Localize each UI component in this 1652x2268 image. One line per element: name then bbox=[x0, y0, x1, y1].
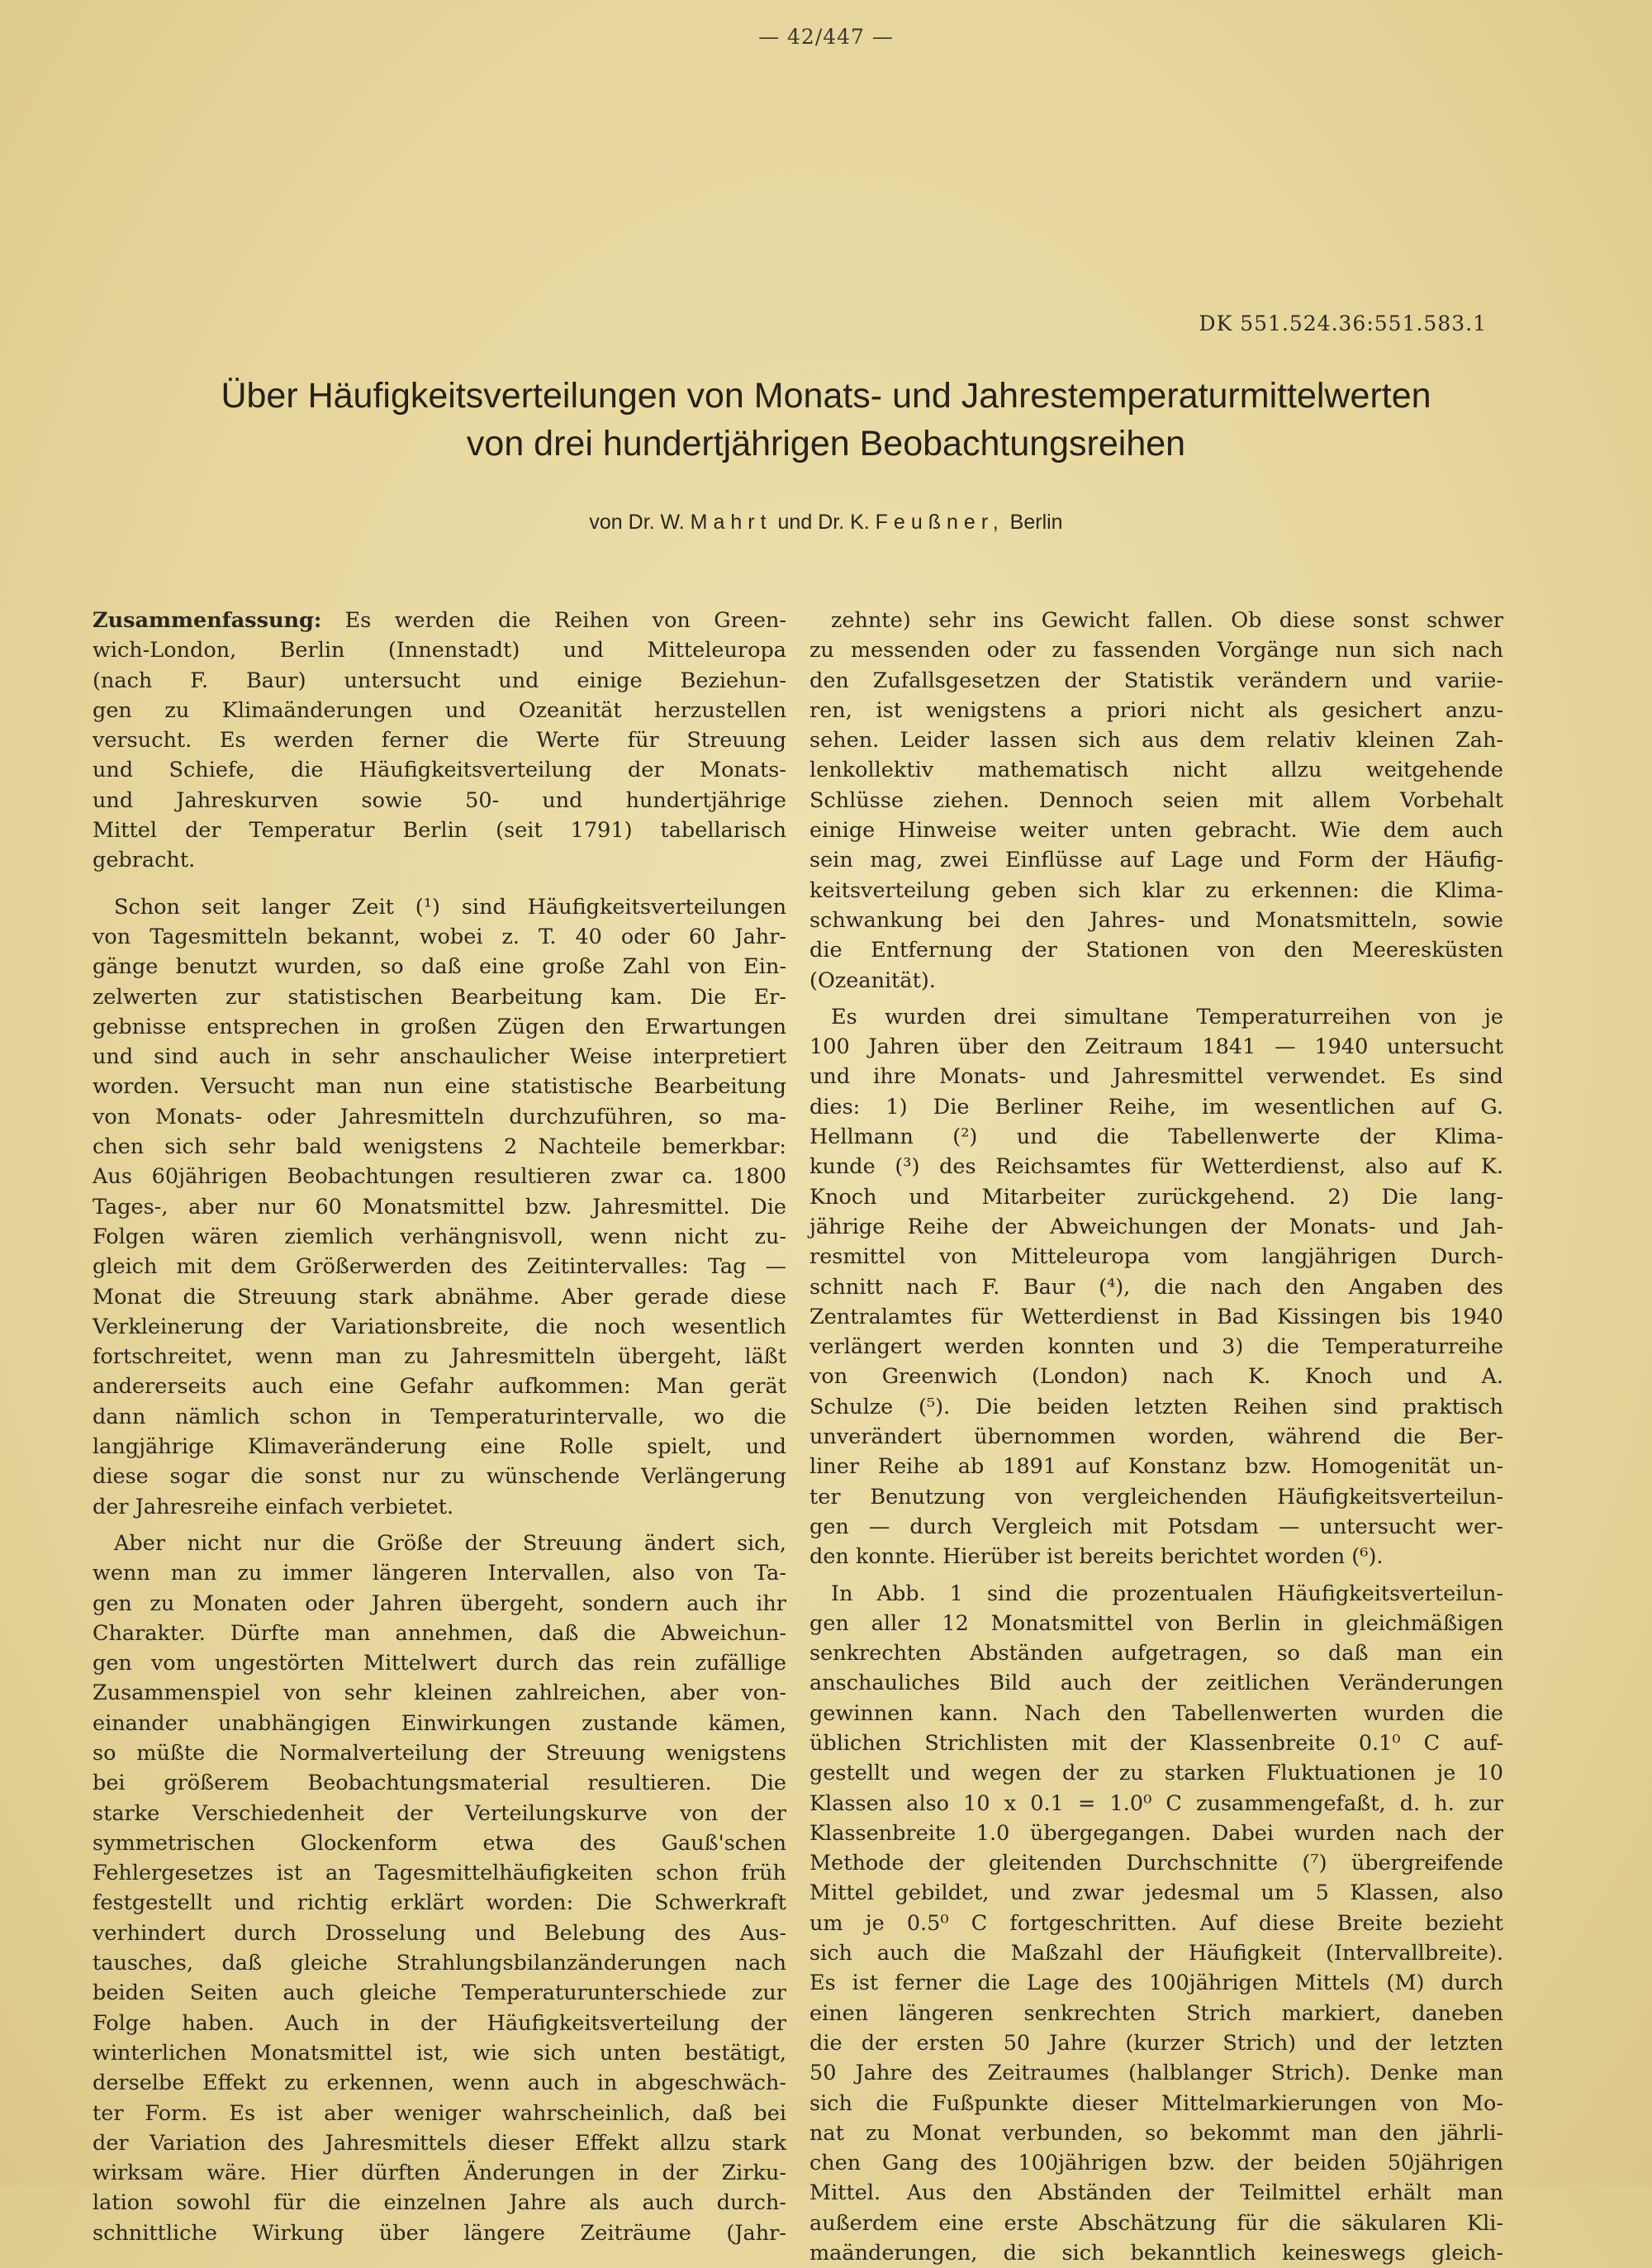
text-line: Knoch und Mitarbeiter zurückgehend. 2) Die lang- bbox=[809, 1182, 1503, 1212]
classification-code: DK 551.524.36:551.583.1 bbox=[1199, 311, 1487, 335]
text-line: starke Verschiedenheit der Verteilungskurve von der bbox=[93, 1799, 786, 1828]
text-line: (Ozeanität). bbox=[809, 966, 1503, 996]
text-line: bei größerem Beobachtungsmaterial resultieren. Die bbox=[93, 1768, 786, 1798]
text-line: gewinnen kann. Nach den Tabellenwerten wurden die bbox=[809, 1699, 1503, 1728]
text-line: üblichen Strichlisten mit der Klassenbreite 0.1⁰ C auf- bbox=[809, 1728, 1503, 1758]
text-line: Folge haben. Auch in der Häufigkeitsverteilung der bbox=[93, 2009, 786, 2038]
text-line: maänderungen, die sich bekanntlich keineswegs gleich- bbox=[809, 2238, 1503, 2268]
text-line: Mittel gebildet, und zwar jedesmal um 5 Klassen, also bbox=[809, 1878, 1503, 1908]
text-line: chen sich sehr bald wenigstens 2 Nachteile bemerkbar: bbox=[93, 1132, 786, 1162]
text-line: derselbe Effekt zu erkennen, wenn auch in abgeschwäch- bbox=[93, 2068, 786, 2098]
text-line: senkrechten Abständen aufgetragen, so daß man ein bbox=[809, 1638, 1503, 1668]
text-line: symmetrischen Glockenform etwa des Gauß'schen bbox=[93, 1828, 786, 1858]
page-number: — 42/447 — bbox=[0, 25, 1652, 49]
text-line: jährige Reihe der Abweichungen der Monats- und Jah- bbox=[809, 1212, 1503, 1242]
text-line: Folgen wären ziemlich verhängnisvoll, wenn nicht zu- bbox=[93, 1222, 786, 1252]
text-line: schnittliche Wirkung über längere Zeiträume (Jahr- bbox=[93, 2218, 786, 2248]
text-line: tausches, daß gleiche Strahlungsbilanzänderungen nach bbox=[93, 1948, 786, 1978]
text-line: gen aller 12 Monatsmittel von Berlin in gleichmäßigen bbox=[809, 1609, 1503, 1638]
text-line: Es wurden drei simultane Temperaturreihen von je bbox=[809, 1002, 1503, 1032]
text-line: dies: 1) Die Berliner Reihe, im wesentlichen auf G. bbox=[809, 1092, 1503, 1122]
abstract bbox=[93, 606, 786, 876]
text-line: gänge benutzt wurden, so daß eine große Zahl von Ein- bbox=[93, 952, 786, 982]
title-line: Über Häufigkeitsverteilungen von Monats- und Jahrestemperaturmittelwerten bbox=[83, 372, 1569, 420]
text-line: Monat die Streuung stark abnähme. Aber gerade diese bbox=[93, 1282, 786, 1312]
right-column bbox=[809, 606, 1503, 2268]
authors-mid: und Dr. K. bbox=[778, 511, 870, 534]
abstract-label: Zusammenfassung: bbox=[93, 608, 321, 633]
text-line: schnitt nach F. Baur (⁴), die nach den Angaben des bbox=[809, 1272, 1503, 1302]
title-line: von drei hundertjährigen Beobachtungsreihen bbox=[83, 420, 1569, 468]
text-line: versucht. Es werden ferner die Werte für Streuung bbox=[93, 725, 786, 755]
authors-prefix: von Dr. W. bbox=[589, 511, 684, 534]
text-line: unverändert übernommen worden, während die Ber- bbox=[809, 1422, 1503, 1452]
text-line: gebracht. bbox=[93, 845, 786, 875]
text-line: ter Form. Es ist aber weniger wahrscheinlich, daß bei bbox=[93, 2099, 786, 2128]
text-line: den konnte. Hierüber ist bereits berichtet worden (⁶). bbox=[809, 1542, 1503, 1571]
text-line: festgestellt und richtig erklärt worden: Die Schwerkraft bbox=[93, 1888, 786, 1918]
text-line: von Monats- oder Jahresmitteln durchzuführen, so ma- bbox=[93, 1102, 786, 1132]
text-line: Zentralamtes für Wetterdienst in Bad Kissingen bis 1940 bbox=[809, 1302, 1503, 1332]
text-line: der Jahresreihe einfach verbietet. bbox=[93, 1492, 786, 1522]
text-line: lenkollektiv mathematisch nicht allzu weitgehende bbox=[809, 755, 1503, 785]
text-line: die Entfernung der Stationen von den Meeresküsten bbox=[809, 935, 1503, 965]
text-line: nat zu Monat verbunden, so bekommt man den jährli- bbox=[809, 2118, 1503, 2148]
text-line: einen längeren senkrechten Strich markiert, daneben bbox=[809, 1999, 1503, 2028]
text-line: Aber nicht nur die Größe der Streuung ändert sich, bbox=[93, 1529, 786, 1558]
text-line: sein mag, zwei Einflüsse auf Lage und Form der Häufig- bbox=[809, 845, 1503, 875]
text-line: wich-London, Berlin (Innenstadt) und Mitteleuropa bbox=[93, 635, 786, 665]
text-line: fortschreitet, wenn man zu Jahresmitteln übergeht, läßt bbox=[93, 1342, 786, 1372]
paragraph bbox=[809, 1579, 1503, 2268]
text-line: (nach F. Baur) untersucht und einige Beziehun- bbox=[93, 666, 786, 696]
text-line: einige Hinweise weiter unten gebracht. Wie dem auch bbox=[809, 815, 1503, 845]
text-line: andererseits auch eine Gefahr aufkommen: Man gerät bbox=[93, 1372, 786, 1401]
paragraph bbox=[809, 606, 1503, 996]
text-line: gen vom ungestörten Mittelwert durch das rein zufällige bbox=[93, 1648, 786, 1678]
text-line: verhindert durch Drosselung und Belebung des Aus- bbox=[93, 1919, 786, 1948]
text-line: worden. Versucht man nun eine statistische Bearbeitung bbox=[93, 1072, 786, 1101]
text-line: so müßte die Normalverteilung der Streuung wenigstens bbox=[93, 1738, 786, 1768]
text-line: resmittel von Mitteleuropa vom langjährigen Durch- bbox=[809, 1242, 1503, 1272]
text-line: Mittel der Temperatur Berlin (seit 1791) tabellarisch bbox=[93, 815, 786, 845]
text-line: schwankung bei den Jahres- und Monatsmitteln, sowie bbox=[809, 906, 1503, 935]
text-line: die der ersten 50 Jahre (kurzer Strich) und der letzten bbox=[809, 2028, 1503, 2058]
left-column bbox=[93, 606, 786, 2248]
text-line: von Tagesmitteln bekannt, wobei z. T. 40 oder 60 Jahr- bbox=[93, 922, 786, 952]
text-line: gleich mit dem Größerwerden des Zeitintervalles: Tag — bbox=[93, 1252, 786, 1281]
paragraph bbox=[93, 1529, 786, 2248]
text-line: wenn man zu immer längeren Intervallen, also von Ta- bbox=[93, 1558, 786, 1588]
text-line: gestellt und wegen der zu starken Fluktuationen je 10 bbox=[809, 1758, 1503, 1788]
text-line: um je 0.5⁰ C fortgeschritten. Auf diese Breite bezieht bbox=[809, 1909, 1503, 1938]
text-line: von Greenwich (London) nach K. Knoch und A. bbox=[809, 1362, 1503, 1391]
text-line: kunde (³) des Reichsamtes für Wetterdienst, also auf K. bbox=[809, 1152, 1503, 1182]
text-line: Fehlergesetzes ist an Tagesmittelhäufigkeiten schon früh bbox=[93, 1858, 786, 1888]
text-line: Schon seit langer Zeit (¹) sind Häufigkeitsverteilungen bbox=[93, 892, 786, 922]
text-line: Hellmann (²) und die Tabellenwerte der Klima- bbox=[809, 1122, 1503, 1152]
text-line: keitsverteilung geben sich klar zu erkennen: die Klima- bbox=[809, 876, 1503, 906]
author-city: Berlin bbox=[1010, 511, 1063, 534]
text-line: diese sogar die sonst nur zu wünschende Verlängerung bbox=[93, 1462, 786, 1491]
text-line: Methode der gleitenden Durchschnitte (⁷) übergreifende bbox=[809, 1848, 1503, 1878]
text-line: winterlichen Monatsmittel ist, wie sich unten bestätigt, bbox=[93, 2038, 786, 2068]
text-line: Schulze (⁵). Die beiden letzten Reihen sind praktisch bbox=[809, 1392, 1503, 1422]
text-line: 100 Jahren über den Zeitraum 1841 — 1940 untersucht bbox=[809, 1032, 1503, 1062]
text-line: Es ist ferner die Lage des 100jährigen Mittels (M) durch bbox=[809, 1968, 1503, 1998]
text-line: sich auch die Maßzahl der Häufigkeit (Intervallbreite). bbox=[809, 1938, 1503, 1968]
text-line: zu messenden oder zu fassenden Vorgänge nun sich nach bbox=[809, 635, 1503, 665]
text-line: gen zu Klimaänderungen und Ozeanität herzustellen bbox=[93, 696, 786, 725]
text-line: einander unabhängigen Einwirkungen zustande kämen, bbox=[93, 1709, 786, 1738]
text-line: gen — durch Vergleich mit Potsdam — untersucht wer- bbox=[809, 1512, 1503, 1542]
text-line: der Variation des Jahresmittels dieser Effekt allzu stark bbox=[93, 2128, 786, 2158]
text-line: dann nämlich schon in Temperaturintervalle, wo die bbox=[93, 1402, 786, 1432]
text-line: langjährige Klimaveränderung eine Rolle spielt, und bbox=[93, 1432, 786, 1462]
text-line: gebnisse entsprechen in großen Zügen den Erwartungen bbox=[93, 1012, 786, 1042]
paragraph bbox=[93, 892, 786, 1522]
paper-title bbox=[83, 372, 1569, 468]
text-line: Mittel. Aus den Abständen der Teilmittel erhält man bbox=[809, 2178, 1503, 2208]
text-line: In Abb. 1 sind die prozentualen Häufigkeitsverteilun- bbox=[809, 1579, 1503, 1609]
text-line: und Jahreskurven sowie 50- und hundertjährige bbox=[93, 786, 786, 815]
text-line: und Schiefe, die Häufigkeitsverteilung der Monats- bbox=[93, 755, 786, 785]
text-line: wirksam wäre. Hier dürften Änderungen in der Zirku- bbox=[93, 2158, 786, 2188]
author-name: Mahrt bbox=[691, 511, 772, 534]
text-line: Klassenbreite 1.0 übergegangen. Dabei wurden nach der bbox=[809, 1819, 1503, 1848]
text-line: Verkleinerung der Variationsbreite, die noch wesentlich bbox=[93, 1312, 786, 1342]
text-line: Aus 60jährigen Beobachtungen resultieren zwar ca. 1800 bbox=[93, 1162, 786, 1191]
text-line: sich die Fußpunkte dieser Mittelmarkierungen von Mo- bbox=[809, 2089, 1503, 2118]
text-line: den Zufallsgesetzen der Statistik verändern und variie- bbox=[809, 666, 1503, 696]
text-line: lation sowohl für die einzelnen Jahre als auch durch- bbox=[93, 2188, 786, 2218]
text-line: 50 Jahre des Zeitraumes (halblanger Strich). Denke man bbox=[809, 2058, 1503, 2088]
paragraph bbox=[809, 1002, 1503, 1572]
text-line: zehnte) sehr ins Gewicht fallen. Ob diese sonst schwer bbox=[809, 606, 1503, 635]
text-line: beiden Seiten auch gleiche Temperaturunterschiede zur bbox=[93, 1978, 786, 2008]
text-line: chen Gang des 100jährigen bzw. der beiden 50jährigen bbox=[809, 2148, 1503, 2178]
text-line: ter Benutzung von vergleichenden Häufigkeitsverteilun- bbox=[809, 1482, 1503, 1512]
text-line: Charakter. Dürfte man annehmen, daß die Abweichun- bbox=[93, 1619, 786, 1648]
text-line: Schlüsse ziehen. Dennoch seien mit allem Vorbehalt bbox=[809, 786, 1503, 815]
text-line: verlängert werden konnten und 3) die Temperaturreihe bbox=[809, 1332, 1503, 1362]
text-line: und sind auch in sehr anschaulicher Weise interpretiert bbox=[93, 1042, 786, 1072]
abstract-first-line: Es werden die Reihen von Green- bbox=[321, 608, 786, 633]
text-line: sehen. Leider lassen sich aus dem relativ kleinen Zah- bbox=[809, 725, 1503, 755]
text-line: liner Reihe ab 1891 auf Konstanz bzw. Homogenität un- bbox=[809, 1452, 1503, 1481]
text-line: gen zu Monaten oder Jahren übergeht, sondern auch ihr bbox=[93, 1589, 786, 1619]
author-name: Feußner, bbox=[876, 511, 1004, 534]
text-line: und ihre Monats- und Jahresmittel verwendet. Es sind bbox=[809, 1062, 1503, 1091]
text-line: zelwerten zur statistischen Bearbeitung kam. Die Er- bbox=[93, 982, 786, 1012]
text-line: anschauliches Bild auch der zeitlichen Veränderungen bbox=[809, 1668, 1503, 1698]
text-line: Zusammenspiel von sehr kleinen zahlreichen, aber von- bbox=[93, 1678, 786, 1708]
text-line: Tages-, aber nur 60 Monatsmittel bzw. Jahresmittel. Die bbox=[93, 1192, 786, 1222]
text-line bbox=[93, 606, 786, 635]
author-line bbox=[0, 511, 1652, 535]
text-line: Klassen also 10 x 0.1 = 1.0⁰ C zusammengefaßt, d. h. zur bbox=[809, 1789, 1503, 1819]
text-line: außerdem eine erste Abschätzung für die säkularen Kli- bbox=[809, 2209, 1503, 2238]
text-line: ren, ist wenigstens a priori nicht als gesichert anzu- bbox=[809, 696, 1503, 725]
